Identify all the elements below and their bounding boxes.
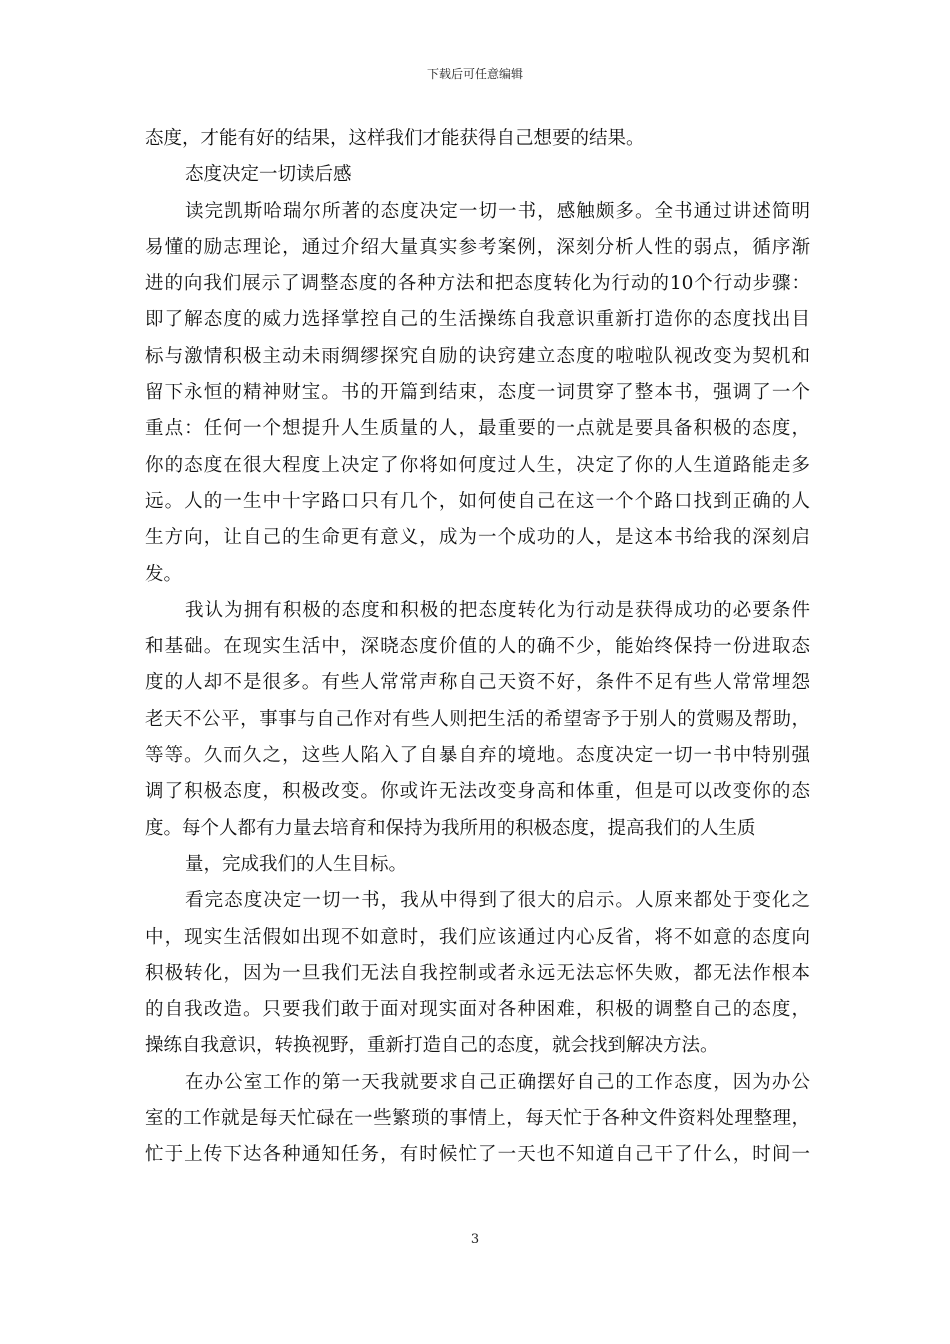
text-line: 老天不公平，事事与自己作对有些人则把生活的希望寄予于别人的赏赐及帮助，: [145, 708, 810, 730]
text-line: 我认为拥有积极的态度和积极的把态度转化为行动是获得成功的必要条件: [185, 599, 810, 621]
text-line: 中，现实生活假如出现不如意时，我们应该通过内心反省，将不如意的态度向: [145, 926, 810, 948]
text-line: 易懂的励志理论，通过介绍大量真实参考案例，深刻分析人性的弱点，循序渐: [145, 236, 810, 258]
document-body: [145, 121, 810, 1174]
text-line: 重点：任何一个想提升人生质量的人，最重要的一点就是要具备积极的态度，: [145, 418, 810, 440]
text-line: 发。: [145, 563, 183, 585]
text-line: 态度，才能有好的结果，这样我们才能获得自己想要的结果。: [145, 128, 645, 149]
text-line: 留下永恒的精神财宝。书的开篇到结束，态度一词贯穿了整本书，强调了一个: [145, 382, 810, 404]
text-line: 室的工作就是每天忙碌在一些繁琐的事情上，每天忙于各种文件资料处理整理，: [145, 1108, 810, 1130]
text-line: 你的态度在很大程度上决定了你将如何度过人生，决定了你的人生道路能走多: [145, 454, 810, 476]
text-line: 度。每个人都有力量去培育和保持为我所用的积极态度，提高我们的人生质: [145, 817, 756, 839]
text-line: 积极转化，因为一旦我们无法自我控制或者永远无法忘怀失败，都无法作根本: [145, 962, 810, 984]
text-line: 态度决定一切读后感: [185, 164, 352, 186]
text-line: 在办公室工作的第一天我就要求自己正确摆好自己的工作态度，因为办公: [185, 1071, 810, 1093]
page-header: 下载后可任意编辑: [426, 67, 523, 81]
text-line: 即了解态度的威力选择掌控自己的生活操练自我意识重新打造你的态度找出目: [145, 309, 810, 331]
text-line: 和基础。在现实生活中，深晓态度价值的人的确不少，能始终保持一份进取态: [145, 636, 810, 658]
text-line: 的自我改造。只要我们敢于面对现实面对各种困难，积极的调整自己的态度，: [145, 999, 810, 1021]
text-line: 等等。久而久之，这些人陷入了自暴自弃的境地。态度决定一切一书中特别强: [145, 745, 810, 767]
text-line: 进的向我们展示了调整态度的各种方法和把态度转化为行动的10个行动步骤：: [145, 273, 810, 295]
text-line: 生方向，让自己的生命更有意义，成为一个成功的人，是这本书给我的深刻启: [145, 527, 810, 549]
text-line: 标与激情积极主动未雨绸缪探究自励的诀窍建立态度的啦啦队视改变为契机和: [145, 345, 810, 367]
text-line: 操练自我意识，转换视野，重新打造自己的态度，就会找到解决方法。: [145, 1035, 719, 1057]
text-line: 读完凯斯哈瑞尔所著的态度决定一切一书，感触颇多。全书通过讲述简明: [185, 200, 810, 222]
text-line: 忙于上传下达各种通知任务，有时候忙了一天也不知道自己干了什么，时间一: [145, 1144, 810, 1166]
text-line: 看完态度决定一切一书，我从中得到了很大的启示。人原来都处于变化之: [185, 890, 810, 912]
text-line: 量，完成我们的人生目标。: [185, 853, 408, 875]
text-line: 调了积极态度，积极改变。你或许无法改变身高和体重，但是可以改变你的态: [145, 781, 810, 803]
text-line: 远。人的一生中十字路口只有几个，如何使自己在这一个个路口找到正确的人: [145, 490, 810, 512]
text-line: 度的人却不是很多。有些人常常声称自己天资不好，条件不足有些人常常埋怨: [145, 672, 810, 694]
page-number: 3: [470, 1232, 480, 1247]
